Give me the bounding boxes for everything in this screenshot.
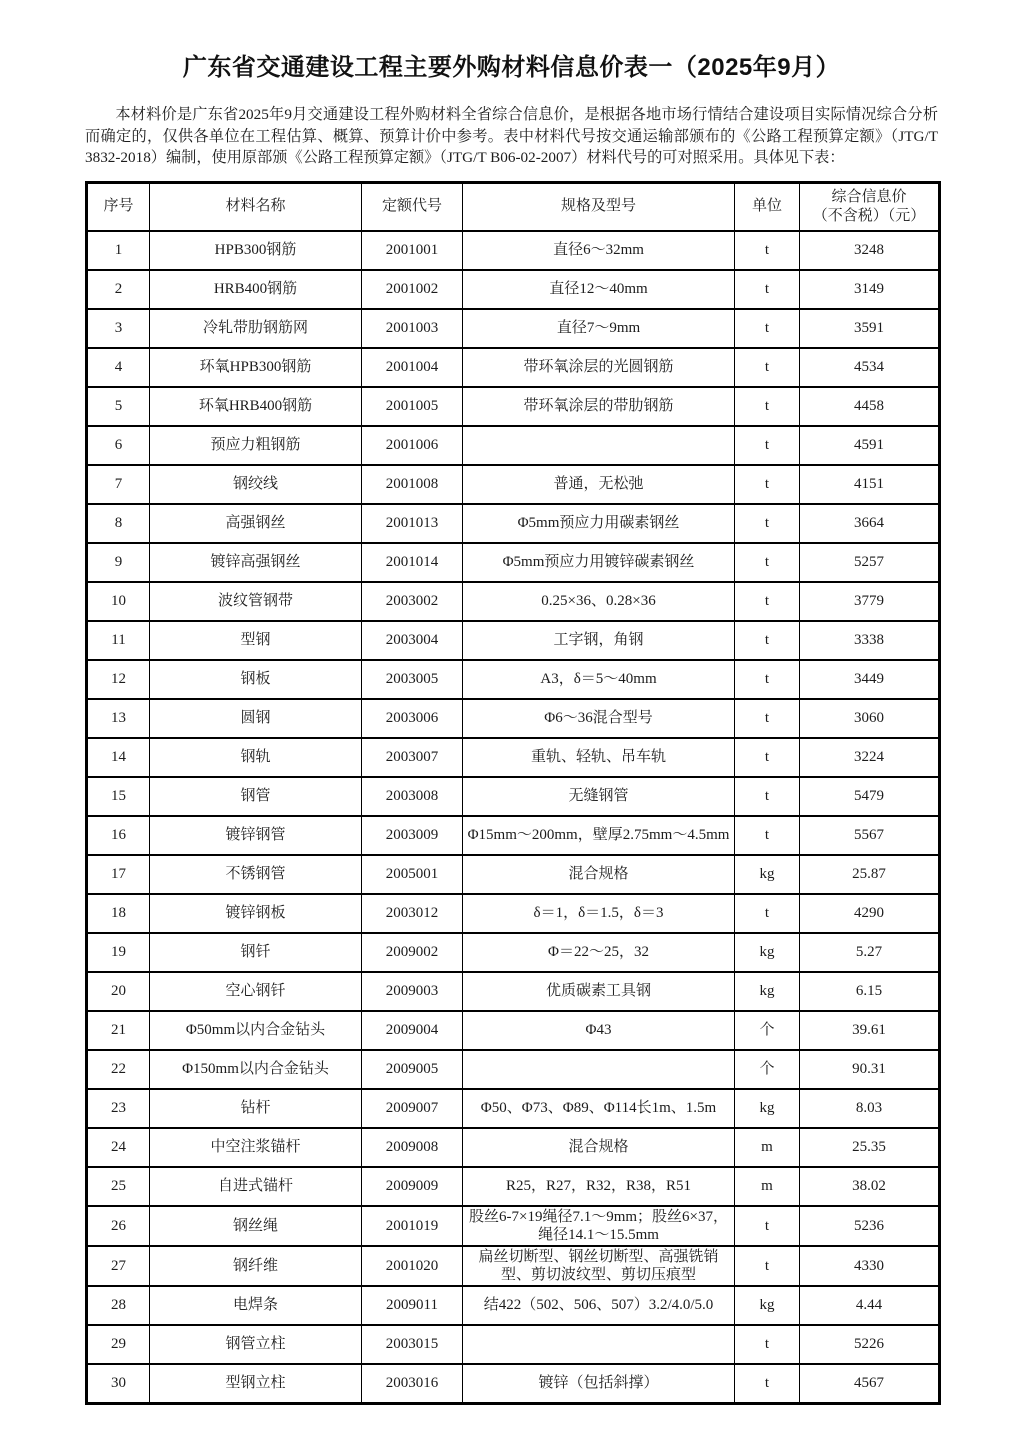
cell-code: 2001006	[362, 426, 463, 465]
table-row	[87, 270, 940, 309]
cell-spec: Φ43	[463, 1011, 735, 1050]
cell-unit: 个	[735, 1050, 800, 1089]
cell-spec: 0.25×36、0.28×36	[463, 582, 735, 621]
cell-unit: kg	[735, 1286, 800, 1325]
cell-name: 预应力粗钢筋	[150, 426, 362, 465]
cell-no: 12	[87, 660, 150, 699]
cell-spec	[463, 426, 735, 465]
cell-spec: 带环氧涂层的带肋钢筋	[463, 387, 735, 426]
table-row	[87, 660, 940, 699]
cell-unit: t	[735, 1364, 800, 1404]
cell-price: 4.44	[800, 1286, 940, 1325]
cell-spec: 无缝钢管	[463, 777, 735, 816]
cell-code: 2001019	[362, 1206, 463, 1246]
cell-no: 28	[87, 1286, 150, 1325]
cell-code: 2003005	[362, 660, 463, 699]
cell-no: 30	[87, 1364, 150, 1404]
cell-spec: Φ6～36混合型号	[463, 699, 735, 738]
cell-name: 不锈钢管	[150, 855, 362, 894]
table-row	[87, 933, 940, 972]
header-serial-number: 序号	[87, 182, 150, 231]
cell-name: HRB400钢筋	[150, 270, 362, 309]
cell-name: 钢管	[150, 777, 362, 816]
cell-price: 4458	[800, 387, 940, 426]
cell-no: 17	[87, 855, 150, 894]
cell-spec: Φ15mm～200mm，壁厚2.75mm～4.5mm	[463, 816, 735, 855]
table-row	[87, 1325, 940, 1364]
cell-no: 27	[87, 1246, 150, 1286]
cell-spec: 股丝6-7×19绳径7.1～9mm；股丝6×37，绳径14.1～15.5mm	[463, 1206, 735, 1246]
cell-spec: 优质碳素工具钢	[463, 972, 735, 1011]
cell-spec: Φ＝22～25，32	[463, 933, 735, 972]
table-row	[87, 1167, 940, 1206]
cell-price: 90.31	[800, 1050, 940, 1089]
cell-code: 2001003	[362, 309, 463, 348]
cell-no: 25	[87, 1167, 150, 1206]
cell-no: 24	[87, 1128, 150, 1167]
cell-code: 2003016	[362, 1364, 463, 1404]
cell-code: 2003007	[362, 738, 463, 777]
cell-price: 25.35	[800, 1128, 940, 1167]
cell-name: 中空注浆锚杆	[150, 1128, 362, 1167]
cell-code: 2009009	[362, 1167, 463, 1206]
cell-unit: t	[735, 348, 800, 387]
cell-name: 型钢立柱	[150, 1364, 362, 1404]
table-row	[87, 855, 940, 894]
cell-price: 5226	[800, 1325, 940, 1364]
cell-price: 3248	[800, 231, 940, 270]
cell-price: 3338	[800, 621, 940, 660]
cell-name: 镀锌高强钢丝	[150, 543, 362, 582]
table-row	[87, 465, 940, 504]
table-row	[87, 1050, 940, 1089]
cell-no: 13	[87, 699, 150, 738]
cell-code: 2009011	[362, 1286, 463, 1325]
cell-name: 钢丝绳	[150, 1206, 362, 1246]
table-row	[87, 387, 940, 426]
cell-name: 自进式锚杆	[150, 1167, 362, 1206]
cell-price: 5257	[800, 543, 940, 582]
cell-no: 18	[87, 894, 150, 933]
table-row	[87, 621, 940, 660]
table-row	[87, 504, 940, 543]
cell-no: 16	[87, 816, 150, 855]
cell-code: 2001004	[362, 348, 463, 387]
cell-price: 4534	[800, 348, 940, 387]
header-price	[800, 182, 940, 231]
cell-price: 3591	[800, 309, 940, 348]
cell-code: 2001002	[362, 270, 463, 309]
table-row	[87, 231, 940, 270]
cell-no: 9	[87, 543, 150, 582]
cell-name: 电焊条	[150, 1286, 362, 1325]
page-title: 广东省交通建设工程主要外购材料信息价表一（2025年9月）	[182, 54, 841, 81]
materials-price-table	[85, 181, 941, 1405]
cell-unit: t	[735, 504, 800, 543]
header-unit: 单位	[735, 182, 800, 231]
cell-spec: R25，R27，R32，R38，R51	[463, 1167, 735, 1206]
cell-price: 3779	[800, 582, 940, 621]
cell-spec: 带环氧涂层的光圆钢筋	[463, 348, 735, 387]
cell-no: 19	[87, 933, 150, 972]
cell-no: 6	[87, 426, 150, 465]
cell-code: 2001001	[362, 231, 463, 270]
table-row	[87, 777, 940, 816]
cell-name: 冷轧带肋钢筋网	[150, 309, 362, 348]
cell-spec	[463, 1050, 735, 1089]
header-spec-model: 规格及型号	[463, 182, 735, 231]
cell-unit: kg	[735, 933, 800, 972]
table-row	[87, 738, 940, 777]
cell-name: 环氧HRB400钢筋	[150, 387, 362, 426]
cell-no: 21	[87, 1011, 150, 1050]
cell-code: 2009004	[362, 1011, 463, 1050]
cell-spec	[463, 1325, 735, 1364]
cell-price: 4591	[800, 426, 940, 465]
cell-price: 5236	[800, 1206, 940, 1246]
table-row	[87, 1206, 940, 1246]
cell-code: 2005001	[362, 855, 463, 894]
cell-price: 3664	[800, 504, 940, 543]
cell-no: 7	[87, 465, 150, 504]
cell-code: 2009007	[362, 1089, 463, 1128]
cell-no: 1	[87, 231, 150, 270]
cell-price: 39.61	[800, 1011, 940, 1050]
cell-unit: kg	[735, 855, 800, 894]
cell-spec: Φ5mm预应力用镀锌碳素钢丝	[463, 543, 735, 582]
cell-no: 8	[87, 504, 150, 543]
cell-unit: t	[735, 621, 800, 660]
cell-unit: t	[735, 699, 800, 738]
cell-code: 2003015	[362, 1325, 463, 1364]
cell-name: 环氧HPB300钢筋	[150, 348, 362, 387]
cell-unit: t	[735, 738, 800, 777]
cell-unit: t	[735, 426, 800, 465]
header-price-line2: （不含税）（元）	[812, 207, 926, 224]
cell-spec: 结422（502、506、507）3.2/4.0/5.0	[463, 1286, 735, 1325]
cell-unit: t	[735, 582, 800, 621]
cell-no: 23	[87, 1089, 150, 1128]
cell-code: 2009008	[362, 1128, 463, 1167]
cell-name: 钢管立柱	[150, 1325, 362, 1364]
cell-unit: t	[735, 465, 800, 504]
cell-no: 14	[87, 738, 150, 777]
intro-paragraph: 本材料价是广东省2025年9月交通建设工程外购材料全省综合信息价，是根据各地市场行情结合建设项目实际情况综合分析而确定的，仅供各单位在工程估算、概算、预算计价中参考。表中材料代号按交通运输部颁布的《公路工程预算定额》（JTG/T 3832-2018）编制，使用原部颁《公路工程预算定额》（JTG/T B06-02-2007）材料代号的可对照采用。具体见下表：	[85, 106, 938, 167]
cell-no: 20	[87, 972, 150, 1011]
cell-no: 5	[87, 387, 150, 426]
cell-spec: 混合规格	[463, 1128, 735, 1167]
table-row	[87, 582, 940, 621]
cell-name: 型钢	[150, 621, 362, 660]
cell-spec: 直径7～9mm	[463, 309, 735, 348]
table-row	[87, 1089, 940, 1128]
cell-unit: t	[735, 387, 800, 426]
cell-code: 2009002	[362, 933, 463, 972]
table-row	[87, 972, 940, 1011]
materials-tbody	[87, 231, 940, 1404]
cell-spec: 重轨、轻轨、吊车轨	[463, 738, 735, 777]
cell-name: Φ150mm以内合金钻头	[150, 1050, 362, 1089]
cell-code: 2003002	[362, 582, 463, 621]
table-row	[87, 1011, 940, 1050]
cell-name: 波纹管钢带	[150, 582, 362, 621]
cell-no: 2	[87, 270, 150, 309]
cell-price: 8.03	[800, 1089, 940, 1128]
cell-code: 2009005	[362, 1050, 463, 1089]
cell-no: 3	[87, 309, 150, 348]
cell-no: 11	[87, 621, 150, 660]
cell-spec: 直径12～40mm	[463, 270, 735, 309]
cell-code: 2001014	[362, 543, 463, 582]
header-price-line1: 综合信息价	[831, 188, 907, 205]
cell-name: HPB300钢筋	[150, 231, 362, 270]
cell-price: 3149	[800, 270, 940, 309]
cell-spec: A3，δ＝5～40mm	[463, 660, 735, 699]
cell-price: 25.87	[800, 855, 940, 894]
cell-code: 2003012	[362, 894, 463, 933]
cell-unit: m	[735, 1167, 800, 1206]
cell-unit: t	[735, 543, 800, 582]
table-row	[87, 309, 940, 348]
cell-unit: t	[735, 1206, 800, 1246]
cell-name: 钢绞线	[150, 465, 362, 504]
cell-name: 钢板	[150, 660, 362, 699]
table-row	[87, 426, 940, 465]
table-row	[87, 699, 940, 738]
cell-code: 2001008	[362, 465, 463, 504]
cell-unit: t	[735, 894, 800, 933]
cell-name: Φ50mm以内合金钻头	[150, 1011, 362, 1050]
cell-unit: 个	[735, 1011, 800, 1050]
cell-spec: 普通，无松弛	[463, 465, 735, 504]
cell-name: 钢纤维	[150, 1246, 362, 1286]
table-row	[87, 1364, 940, 1404]
cell-price: 6.15	[800, 972, 940, 1011]
cell-name: 空心钢钎	[150, 972, 362, 1011]
cell-name: 镀锌钢板	[150, 894, 362, 933]
cell-code: 2001020	[362, 1246, 463, 1286]
cell-price: 4290	[800, 894, 940, 933]
cell-name: 高强钢丝	[150, 504, 362, 543]
cell-no: 10	[87, 582, 150, 621]
cell-price: 3060	[800, 699, 940, 738]
table-row	[87, 1246, 940, 1286]
cell-name: 钢轨	[150, 738, 362, 777]
cell-price: 3224	[800, 738, 940, 777]
table-row	[87, 348, 940, 387]
cell-unit: t	[735, 231, 800, 270]
cell-code: 2003008	[362, 777, 463, 816]
cell-price: 5567	[800, 816, 940, 855]
cell-unit: t	[735, 1246, 800, 1286]
table-row	[87, 894, 940, 933]
cell-name: 镀锌钢管	[150, 816, 362, 855]
cell-unit: t	[735, 270, 800, 309]
cell-price: 4567	[800, 1364, 940, 1404]
cell-no: 26	[87, 1206, 150, 1246]
cell-spec: 扁丝切断型、钢丝切断型、高强铣销型、剪切波纹型、剪切压痕型	[463, 1246, 735, 1286]
cell-unit: t	[735, 777, 800, 816]
cell-price: 4151	[800, 465, 940, 504]
cell-spec: Φ5mm预应力用碳素钢丝	[463, 504, 735, 543]
cell-price: 4330	[800, 1246, 940, 1286]
table-row	[87, 816, 940, 855]
cell-spec: 直径6～32mm	[463, 231, 735, 270]
cell-unit: t	[735, 1325, 800, 1364]
cell-spec: Φ50、Φ73、Φ89、Φ114长1m、1.5m	[463, 1089, 735, 1128]
cell-name: 钢钎	[150, 933, 362, 972]
table-header-row	[87, 182, 940, 231]
cell-no: 22	[87, 1050, 150, 1089]
cell-price: 5479	[800, 777, 940, 816]
cell-code: 2001013	[362, 504, 463, 543]
table-row	[87, 1286, 940, 1325]
cell-no: 4	[87, 348, 150, 387]
cell-name: 圆钢	[150, 699, 362, 738]
cell-code: 2001005	[362, 387, 463, 426]
cell-unit: m	[735, 1128, 800, 1167]
cell-spec: 镀锌（包括斜撑）	[463, 1364, 735, 1404]
cell-unit: t	[735, 816, 800, 855]
cell-code: 2003009	[362, 816, 463, 855]
table-row	[87, 543, 940, 582]
cell-no: 29	[87, 1325, 150, 1364]
header-material-name: 材料名称	[150, 182, 362, 231]
cell-spec: 工字钢，角钢	[463, 621, 735, 660]
cell-code: 2003006	[362, 699, 463, 738]
cell-price: 3449	[800, 660, 940, 699]
header-quota-code: 定额代号	[362, 182, 463, 231]
cell-spec: 混合规格	[463, 855, 735, 894]
cell-unit: kg	[735, 972, 800, 1011]
cell-name: 钻杆	[150, 1089, 362, 1128]
cell-spec: δ＝1，δ＝1.5，δ＝3	[463, 894, 735, 933]
cell-price: 38.02	[800, 1167, 940, 1206]
cell-price: 5.27	[800, 933, 940, 972]
cell-code: 2003004	[362, 621, 463, 660]
table-row	[87, 1128, 940, 1167]
cell-no: 15	[87, 777, 150, 816]
cell-code: 2009003	[362, 972, 463, 1011]
cell-unit: t	[735, 309, 800, 348]
cell-unit: t	[735, 660, 800, 699]
cell-unit: kg	[735, 1089, 800, 1128]
